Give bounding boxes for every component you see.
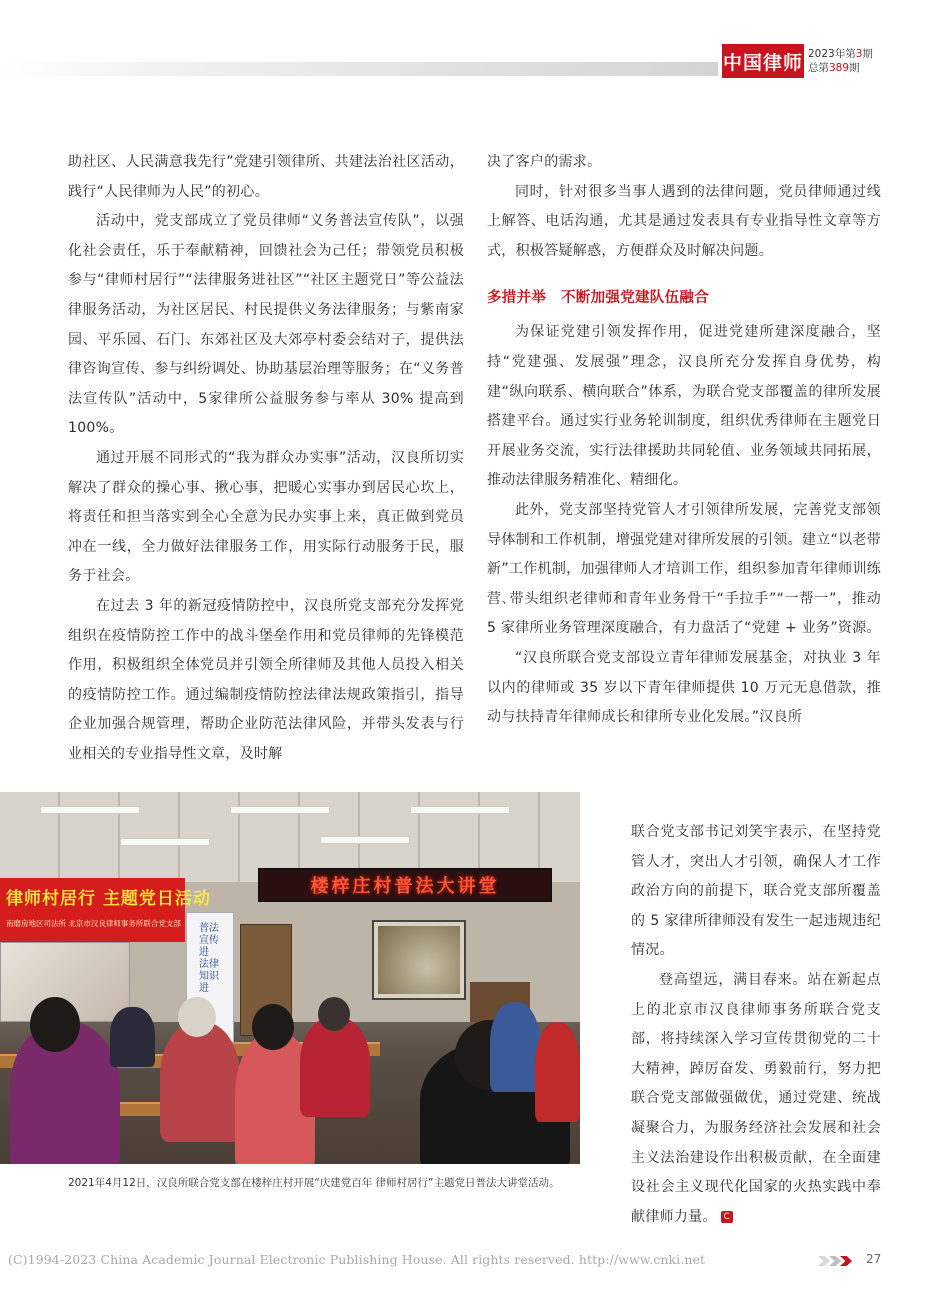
projection-screen — [372, 920, 466, 1000]
led-banner: 楼梓庄村普法大讲堂 — [258, 868, 552, 902]
audience-member — [300, 1017, 370, 1117]
end-mark-icon: C — [721, 1211, 733, 1223]
ceiling-light — [410, 806, 510, 814]
chevron-icon — [829, 1256, 841, 1266]
paragraph: 决了客户的需求。 — [487, 154, 602, 170]
right-column — [487, 148, 881, 733]
paragraph: 在过去 3 年的新冠疫情防控中，汉良所党支部充分发挥党组织在疫情防控工作中的战斗堡垒作用和党员律师的先锋模范作用，积极组织全体党员并引领全所律师及其他人员投入相关的疫情防控工作。通过编制疫情防控法律法规政策指引，指导企业加强合规管理，帮助企业防范法律风险，并带头发表与行业相关的专业指导性文章，及时解 — [68, 597, 464, 762]
issue-info — [808, 47, 873, 75]
paragraph: 联合党支部书记刘笑宇表示，在坚持党管人才，突出人才引领，确保人才工作政治方向的前提下，联合党支部所覆盖的 5 家律所律师没有发生一起违规违纪情况。 — [631, 824, 881, 959]
audience-member — [160, 1022, 240, 1142]
chevron-icon — [840, 1256, 852, 1266]
paragraph — [631, 966, 881, 1232]
paragraph: 为保证党建引领发挥作用，促进党建所建深度融合，坚持“党建强、发展强”理念，汉良所充分发挥自身优势，构建“纵向联系、横向联合”体系，为联合党支部覆盖的律所发展搭建平台。通过实行业务轮训制度，组织优秀律师在主题党日开展业务交流，实行法律援助共同轮值、业务领域共同拓展，推动法律服务精准化、精细化。 — [487, 324, 881, 489]
red-banner: 律师村居行 主题党日活动 南磨房地区司法所 北京市汉良律师事务所联合党支部 — [0, 878, 185, 942]
chevron-arrows-icon — [818, 1256, 854, 1266]
chevron-icon — [818, 1256, 830, 1266]
audience-member — [535, 1022, 580, 1122]
audience-member — [110, 1007, 155, 1067]
ceiling-light — [230, 806, 330, 814]
copyright-text: (C)1994-2023 China Academic Journal Electronic Publishing House. All rights reserved. http://www.cnki.net — [8, 1252, 706, 1267]
standee: 普法宣传进 法律知识进 — [186, 912, 234, 1082]
issue-line: 2023年第3期 — [808, 48, 873, 60]
ceiling-light — [120, 838, 210, 846]
event-photo — [0, 792, 580, 1164]
left-column — [68, 148, 464, 769]
page-number: 27 — [866, 1252, 882, 1266]
paragraph: 此外，党支部坚持党管人才引领律所发展，完善党支部领导体制和工作机制，增强党建对律所发展的引领。建立“以老带新”工作机制，加强律师人才培训工作，组织参加青年律师训练营､带头组织老律师和青年业务骨干“手拉手”“一帮一”，推动 5 家律所业务管理深度融合，有力盘活了“党建 + 业务”资源。 — [487, 501, 881, 637]
photo-caption: 2021年4月12日，汉良所联合党支部在楼梓庄村开展“庆建党百年 律师村居行”主题党日普法大讲堂活动。 — [68, 1177, 560, 1189]
magazine-logo: 中国律师 — [722, 44, 804, 78]
audience-member — [490, 1002, 540, 1092]
paragraph: “汉良所联合党支部设立青年律师发展基金，对执业 3 年以内的律师或 35 岁以下青年律师提供 10 万元无息借款，推动与扶持青年律师成长和律所专业化发展。”汉良所 — [487, 649, 881, 726]
paragraph: 助社区、人民满意我先行”党建引领律所、共建法治社区活动，践行“人民律师为人民”的初心。 — [68, 154, 464, 200]
header-gradient-bar — [0, 62, 718, 76]
paragraph: 同时，针对很多当事人遇到的法律问题，党员律师通过线上解答、电话沟通，尤其是通过发表具有专业指导性文章等方式，积极答疑解惑，方便群众及时解决问题。 — [487, 183, 881, 259]
ceiling-light — [320, 836, 410, 844]
closing-text: 登高望远，满目春来。站在新起点上的北京市汉良律师事务所联合党支部，将持续深入学习宣传贯彻党的二十大精神，踔厉奋发、勇毅前行，努力把联合党支部做强做优，通过党建、统战凝聚合力，为服务经济社会发展和社会主义法治建设作出积极贡献，在全面建设社会主义现代化国家的火热实践中奉献律师力量。 — [631, 971, 881, 1225]
section-heading: 多措并举 不断加强党建队伍融合 — [487, 290, 709, 307]
paragraph: 通过开展不同形式的“我为群众办实事”活动，汉良所切实解决了群众的操心事、揪心事，把暖心实事办到居民心坎上，将责任和担当落实到全心全意为民办实事上来，真正做到党员冲在一线，全力做好法律服务工作，用实际行动服务于民，服务于社会。 — [68, 449, 464, 585]
paragraph: 活动中，党支部成立了党员律师“义务普法宣传队”，以强化社会责任，乐于奉献精神，回馈社会为己任；带领党员积极参与“律师村居行”“法律服务进社区”“社区主题党日”等公益法律服务活动，为社区居民、村民提供义务法律服务；与紫南家园、平乐园、石门、东郊社区及大郊亭村委会结对子，提供法律咨询宣传、参与纠纷调处、协助基层治理等服务；在“义务普法宣传队”活动中，5家律所公益服务参与率从 30% 提高到 100%。 — [68, 213, 464, 437]
wrapped-column — [631, 818, 881, 1232]
total-issue-line: 总第389期 — [808, 62, 860, 74]
ceiling-light — [40, 806, 140, 814]
footer — [0, 1252, 950, 1272]
